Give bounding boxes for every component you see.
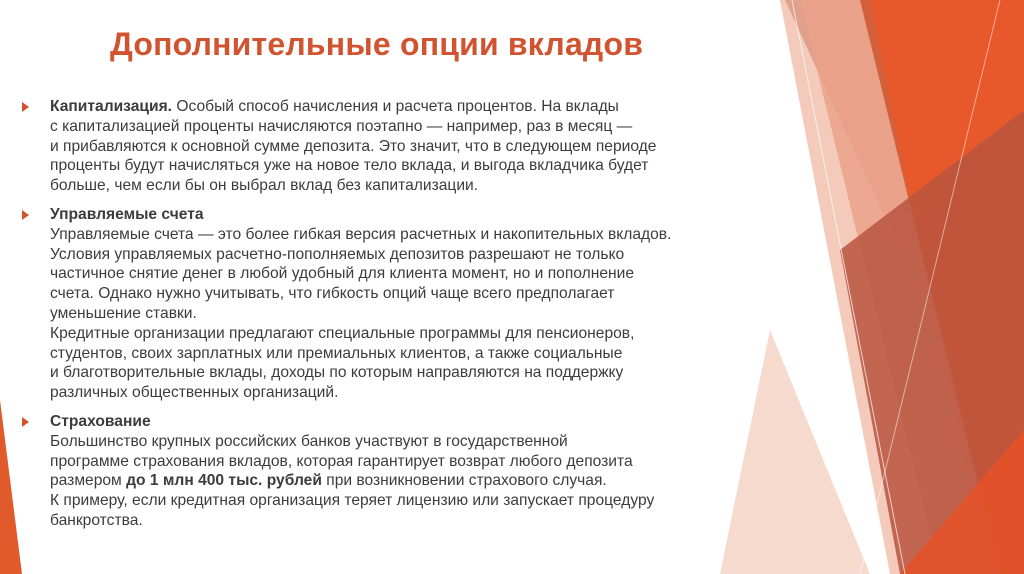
bullet-arrow-icon: [22, 210, 29, 220]
bullet-line: Условия управляемых расчетно-пополняемых депозитов разрешают не только: [50, 245, 625, 263]
amount-prefix: размером: [50, 472, 127, 490]
amount-suffix: при возникновении страхового случая.: [321, 472, 607, 490]
bullet-line: Большинство крупных российских банков участвуют в государственной: [50, 432, 568, 450]
bullet-line: [50, 97, 822, 117]
bullet-line: с капитализацией проценты начисляются поэтапно — например, раз в месяц —: [50, 117, 633, 135]
bullet-capitalization: [22, 97, 822, 196]
bullet-insurance: [22, 412, 822, 531]
bullet-heading: Капитализация.: [50, 98, 173, 115]
decor-shape-left-edge: [0, 400, 22, 574]
bullet-heading: Управляемые счета: [50, 205, 204, 223]
bullet-line: Кредитные организации предлагают специальные программы для пенсионеров,: [50, 324, 635, 342]
bullet-line: счета. Однако нужно учитывать, что гибкость опций чаще всего предполагает: [50, 285, 615, 303]
slide-title: Дополнительные опции вкладов: [110, 26, 644, 62]
bullet-line: больше, чем если бы он выбрал вклад без капитализации.: [50, 177, 479, 195]
bullet-line: программе страхования вкладов, которая гарантирует возврат любого депозита: [50, 452, 633, 470]
bullet-line: Управляемые счета — это более гибкая версия расчетных и накопительных вкладов.: [50, 225, 672, 243]
bullet-line: проценты будут начисляться уже на новое тело вклада, и выгода вкладчика будет: [50, 157, 649, 175]
bullet-line: студентов, своих зарплатных или премиальных клиентов, а также социальные: [50, 344, 623, 362]
bullet-arrow-icon: [22, 417, 29, 427]
bullet-line: и благотворительные вклады, доходы по которым направляются на поддержку: [50, 364, 624, 382]
bullet-line: частичное снятие денег в любой удобный для клиента момент, но и пополнение: [50, 265, 634, 283]
bullet-line-amount: [50, 471, 822, 491]
bullet-line: уменьшение ставки.: [50, 304, 197, 322]
bullet-heading: Страхование: [50, 412, 151, 430]
bullet-line: К примеру, если кредитная организация теряет лицензию или запускает процедуру: [50, 492, 655, 510]
bullet-list: [22, 97, 822, 540]
bullet-managed-accounts: [22, 205, 822, 403]
insured-amount: до 1 млн 400 тыс. рублей: [126, 472, 322, 490]
bullet-line: банкротства.: [50, 511, 143, 529]
bullet-line: различных общественных организаций.: [50, 384, 339, 402]
bullet-text: Особый способ начисления и расчета процентов. На вклады: [176, 98, 619, 115]
bullet-arrow-icon: [22, 102, 29, 112]
bullet-line: и прибавляются к основной сумме депозита. Это значит, что в следующем периоде: [50, 137, 657, 155]
